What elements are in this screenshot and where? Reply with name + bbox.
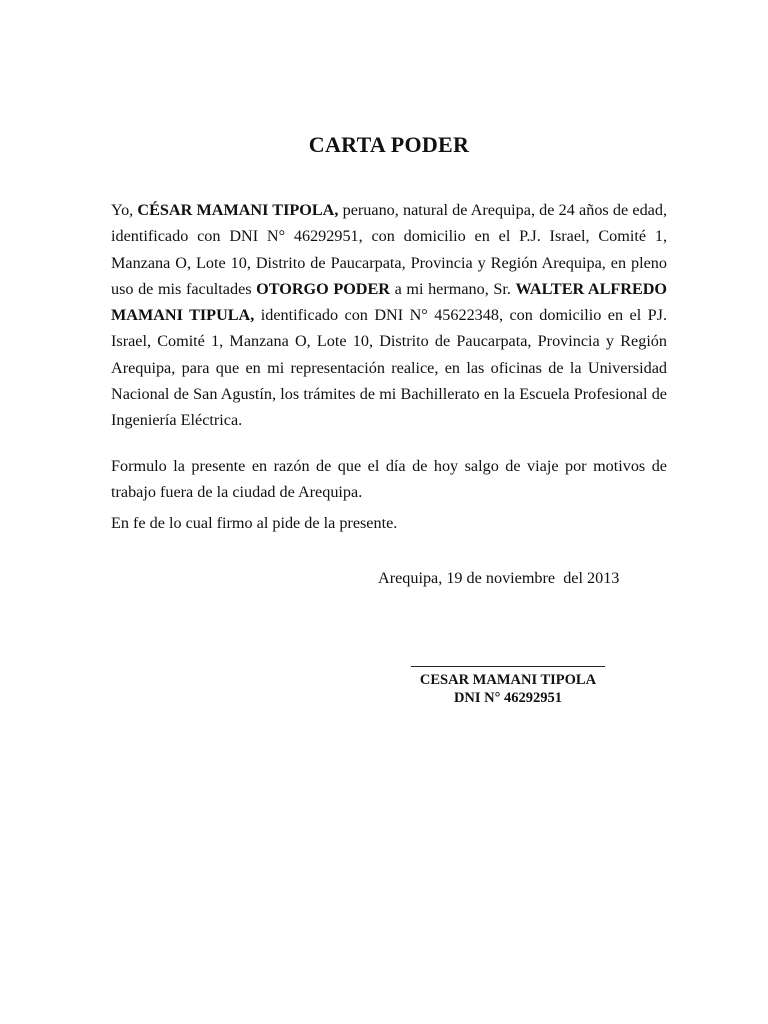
paragraph1-text-b: a mi hermano, Sr. xyxy=(390,279,516,298)
signature-line xyxy=(411,650,605,667)
intro-text: Yo, xyxy=(111,201,138,219)
signature-block xyxy=(380,650,636,707)
paragraph-power-grant xyxy=(111,197,667,434)
date-line: Arequipa, 19 de noviembre del 2013 xyxy=(378,569,620,587)
signer-id: DNI N° 46292951 xyxy=(453,690,563,706)
paragraph-reason: Formulo la presente en razón de que el día de hoy salgo de viaje por motivos de trabajo fuera de la ciudad de Arequipa. xyxy=(111,457,667,502)
grantee-name: WALTER ALFREDO MAMANI TIPULA, xyxy=(111,279,668,325)
grantor-name: CÉSAR MAMANI TIPOLA, xyxy=(137,201,339,219)
paragraph-closing: En fe de lo cual firmo al pide de la presente. xyxy=(111,514,398,532)
paragraph1-text-a: peruano, natural de Arequipa, de 24 años de edad, identificado con DNI N° 46292951, con domicilio en el P.J. Israel, Comité 1, Manzana O, Lote 10, Distrito de Paucarpata, Provincia y Región Arequipa, en pleno uso de mis facultades xyxy=(111,201,667,298)
paragraph1-text-c: identificado con DNI N° 45622348, con domicilio en el PJ. Israel, Comité 1, Manzana O, Lote 10, Distrito de Paucarpata, Provincia y Región Arequipa, para que en mi representación realice, en las oficinas de la Universidad Nacional de San Agustín, los trámites de mi Bachillerato en la Escuela Profesional de Ingeniería Eléctrica. xyxy=(111,306,667,430)
document-title: CARTA PODER xyxy=(308,132,470,157)
signer-name: CESAR MAMANI TIPOLA xyxy=(419,672,597,688)
grant-phrase: OTORGO PODER xyxy=(256,279,390,298)
